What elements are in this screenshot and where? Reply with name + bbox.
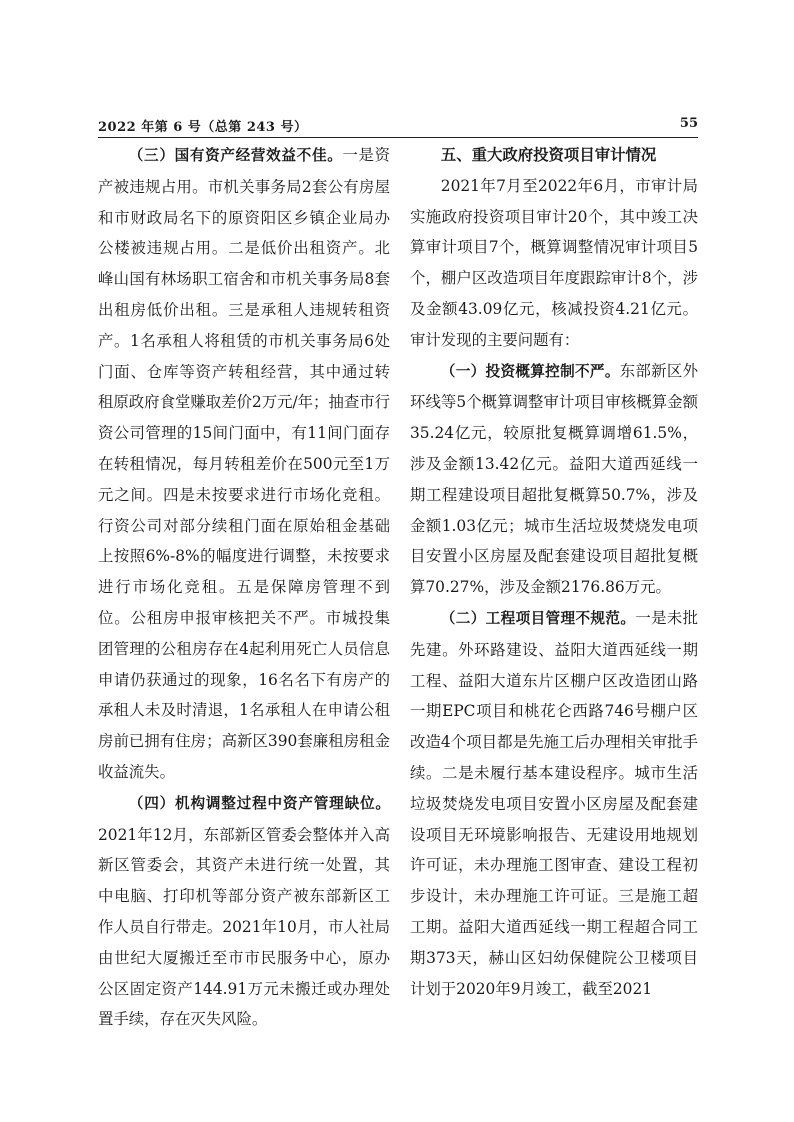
body-restructuring: 2021年12月，东部新区管委会整体并入高新区管委会，其资产未进行统一处置，其中电脑、打印机等部分资产被东部新区工作人员自行带走。2021年10月，市人社局由世纪大厦搬迁至市市民服务中心，原办公区固定资产144.91万元未搬迁或办理处置手续，存在灭失风险。 bbox=[98, 825, 390, 1029]
paragraph-state-assets bbox=[98, 140, 390, 788]
paragraph-project-management bbox=[410, 603, 698, 1004]
subheading-restructuring: （四）机构调整过程中资产管理缺位。 bbox=[128, 794, 390, 812]
section-title: 五、重大政府投资项目审计情况 bbox=[440, 146, 657, 164]
body-budget-control: 东部新区外环线等5个概算调整审计项目审核概算金额35.24亿元，较原批复概算调增61.5%，涉及金额13.42亿元。益阳大道西延线一期工程建设项目超批复概算50.7%，涉及金额1.03亿元；城市生活垃圾焚烧发电项目安置小区房屋及配套建设项目超批复概算70.27%，涉及金额2176.86万元。 bbox=[410, 361, 698, 597]
running-header bbox=[98, 116, 698, 136]
paragraph-restructuring bbox=[98, 788, 390, 1035]
paragraph-budget-control bbox=[410, 356, 698, 603]
left-column bbox=[98, 140, 390, 1035]
subheading-project-management: （二）工程项目管理不规范。 bbox=[440, 609, 636, 627]
subheading-budget-control: （一）投资概算控制不严。 bbox=[440, 362, 620, 380]
subheading-state-assets: （三）国有资产经营效益不佳。 bbox=[128, 147, 343, 164]
page-number: 55 bbox=[679, 116, 698, 131]
section-intro: 2021年7月至2022年6月，市审计局实施政府投资项目审计20个，其中竣工决算审计项目7个，概算调整情况审计项目5个，棚户区改造项目年度跟踪审计8个，涉及金额43.09亿元，核减投资4.21亿元。审计发现的主要问题有： bbox=[410, 176, 698, 349]
header-rule bbox=[98, 137, 698, 138]
body-project-management: 一是未批先建。外环路建设、益阳大道西延线一期工程、益阳大道东片区棚户区改造团山路一期EPC项目和桃花仑西路746号棚户区改造4个项目都是先施工后办理相关审批手续。二是未履行基本建设程序。城市生活垃圾焚烧发电项目安置小区房屋及配套建设项目无环境影响报告、无建设用地规划许可证，未办理施工图审查、建设工程初步设计，未办理施工许可证。三是施工超工期。益阳大道西延线一期工程超合同工期373天，赫山区妇幼保健院公卫楼项目计划于2020年9月竣工，截至2021 bbox=[410, 608, 698, 998]
body-state-assets: 一是资产被违规占用。市机关事务局2套公有房屋和市财政局名下的原资阳区乡镇企业局办公楼被违规占用。二是低价出租资产。北峰山国有林场职工宿舍和市机关事务局8套出租房低价出租。三是承租人违规转租资产。1名承租人将租赁的市机关事务局6处门面、仓库等资产转租经营，其中通过转租原政府食堂赚取差价2万元/年；抽查市行资公司管理的15间门面中，有11间门面存在转租情况，每月转租差价在500元至1万元之间。四是未按要求进行市场化竞租。行资公司对部分续租门面在原始租金基础上按照6%-8%的幅度进行调整，未按要求进行市场化竞租。五是保障房管理不到位。公租房申报审核把关不严。市城投集团管理的公租房存在4起利用死亡人员信息申请仍获通过的现象，16名名下有房产的承租人未及时清退，1名承租人在申请公租房前已拥有住房；高新区390套廉租房租金收益流失。 bbox=[98, 146, 391, 781]
right-column bbox=[410, 140, 698, 1004]
issue-label: 2022 年第 6 号（总第 243 号） bbox=[98, 120, 308, 135]
